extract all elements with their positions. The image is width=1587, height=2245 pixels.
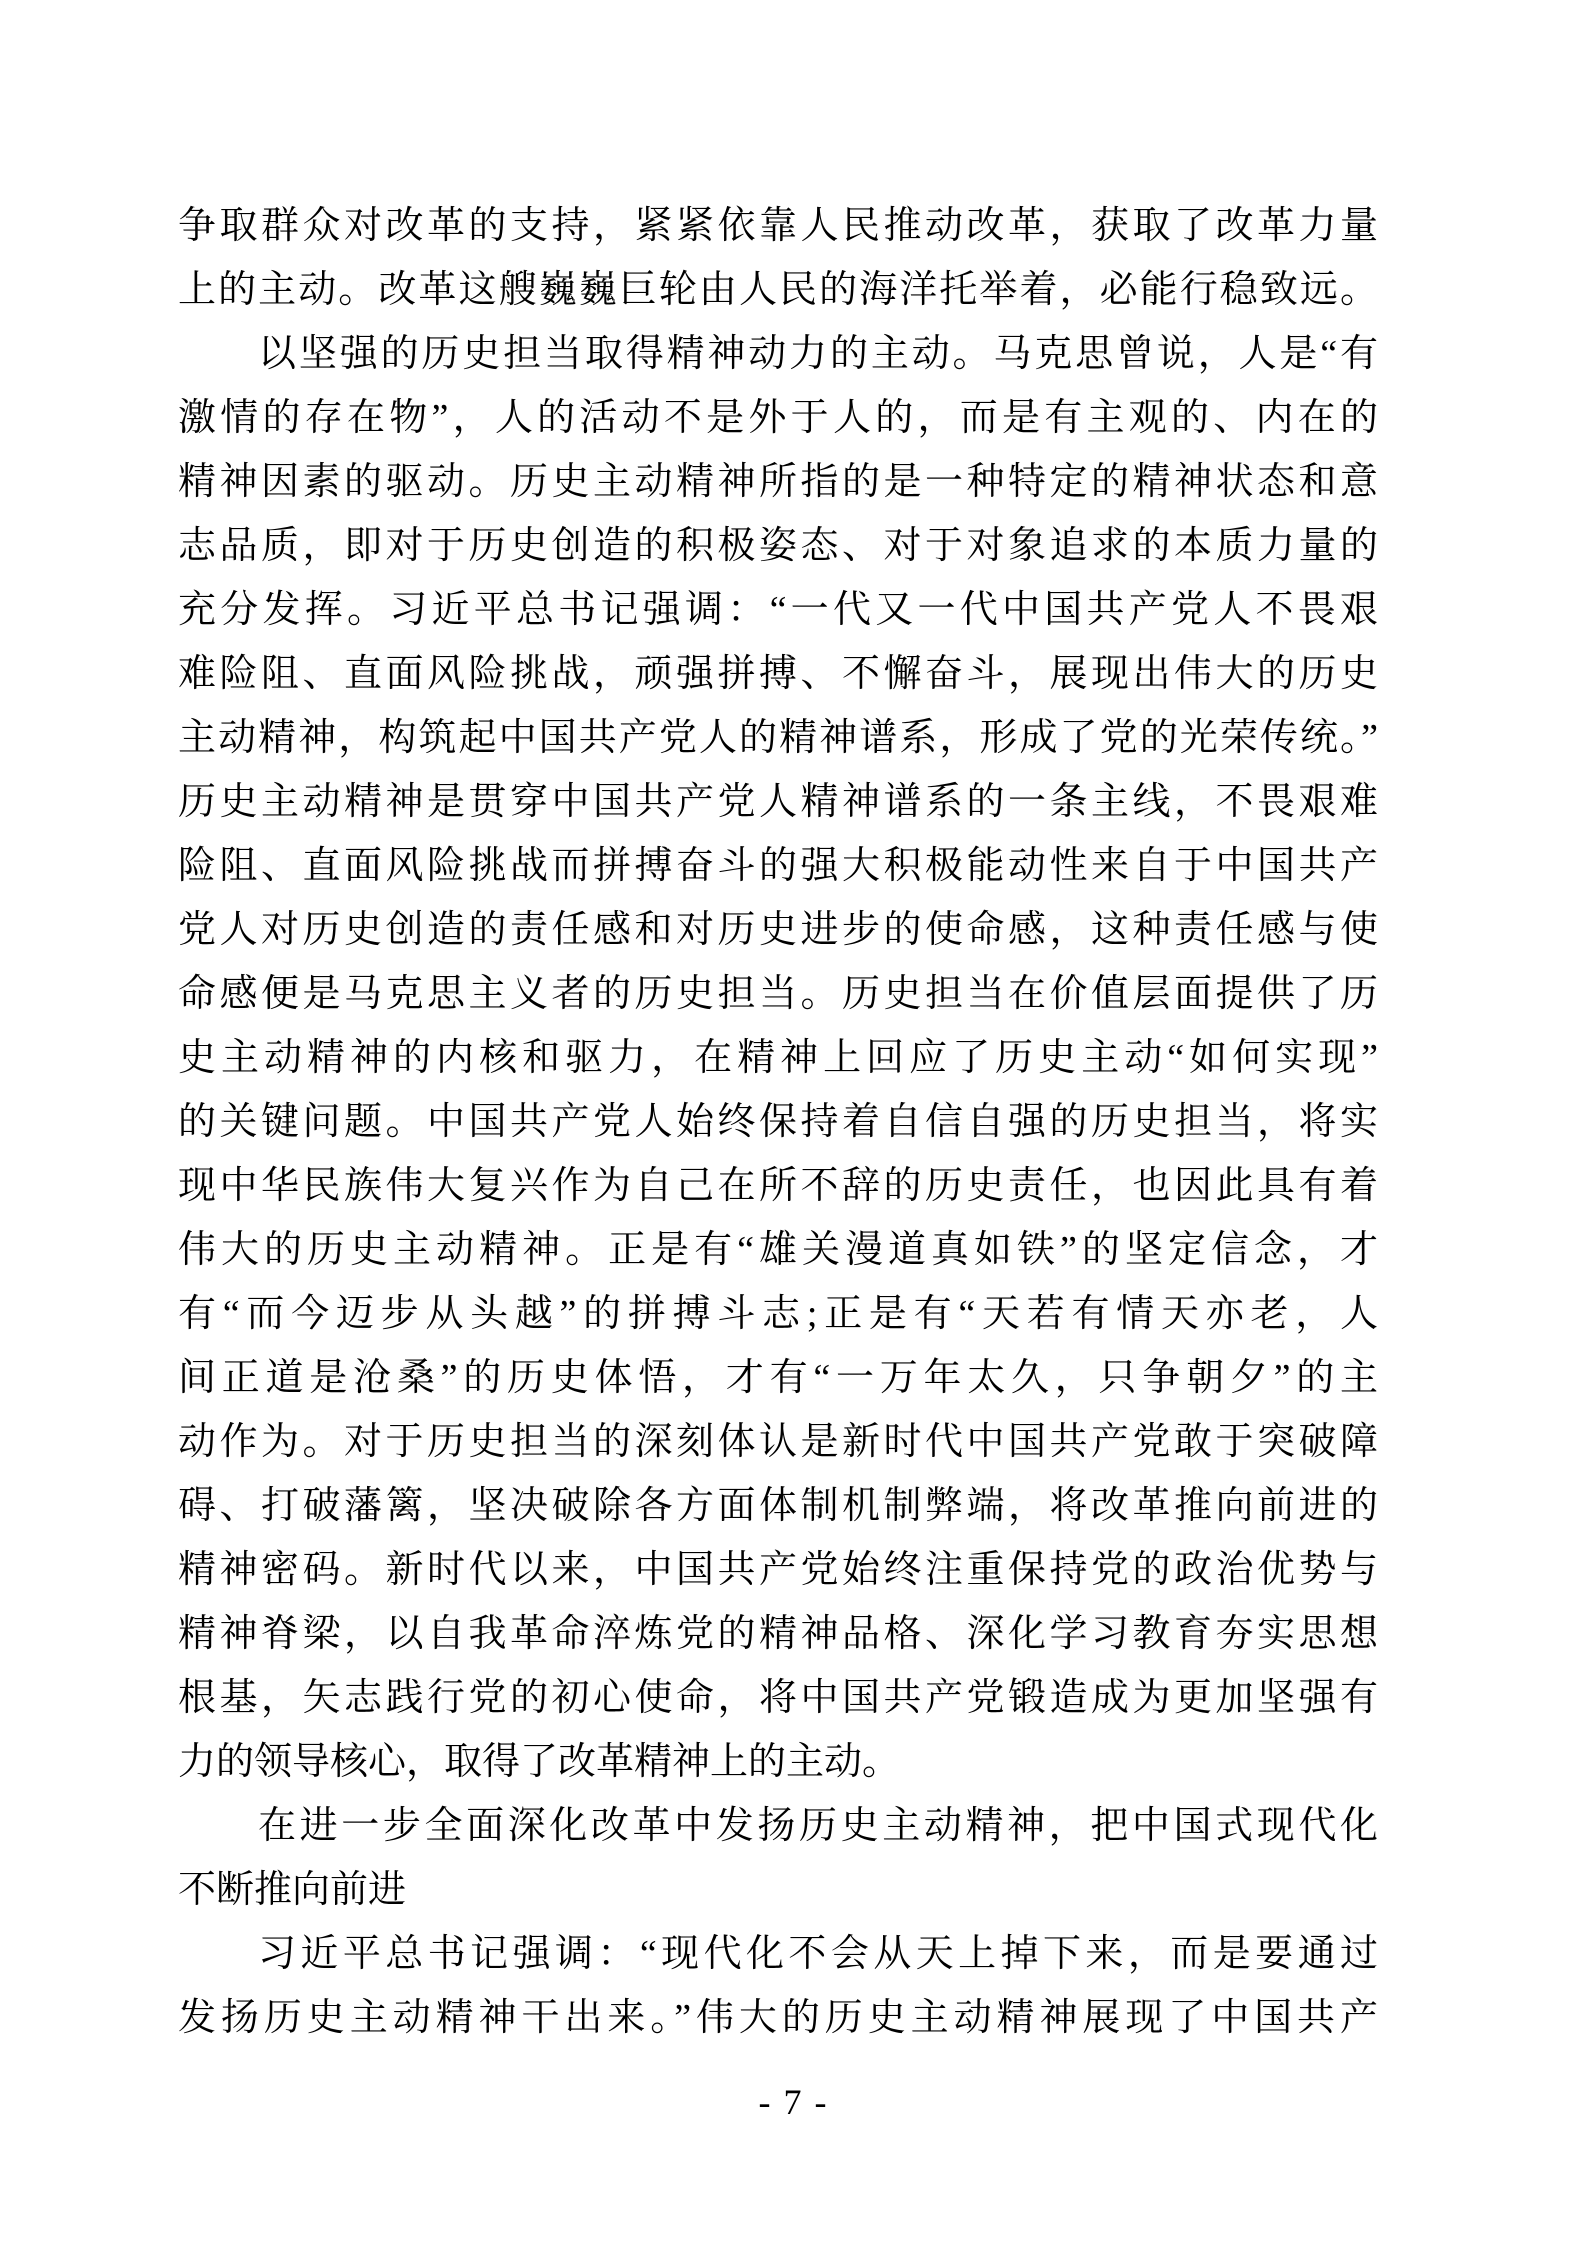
text-line: 志品质，即对于历史创造的积极姿态、对于对象追求的本质力量的 — [178, 525, 1378, 567]
text-line: 史主动精神的内核和驱力，在精神上回应了历史主动“如何实现” — [178, 1037, 1378, 1079]
text-line: 碍、打破藩篱，坚决破除各方面体制机制弊端，将改革推向前进的 — [178, 1485, 1378, 1527]
text-line: 激情的存在物”，人的活动不是外于人的，而是有主观的、内在的 — [178, 397, 1378, 439]
text-line: 精神因素的驱动。历史主动精神所指的是一种特定的精神状态和意 — [178, 461, 1378, 503]
text-line: 历史主动精神是贯穿中国共产党人精神谱系的一条主线，不畏艰难 — [178, 781, 1378, 823]
text-line: 命感便是马克思主义者的历史担当。历史担当在价值层面提供了历 — [178, 973, 1378, 1015]
text-line: 精神脊梁，以自我革命淬炼党的精神品格、深化学习教育夯实思想 — [178, 1613, 1378, 1655]
text-line: 力的领导核心，取得了改革精神上的主动。 — [178, 1741, 901, 1783]
text-line: 动作为。对于历史担当的深刻体认是新时代中国共产党敢于突破障 — [178, 1421, 1378, 1463]
page-number: - 7 - — [758, 2082, 829, 2122]
text-line: 上的主动。改革这艘巍巍巨轮由人民的海洋托举着，必能行稳致远。 — [178, 269, 1378, 311]
text-line: 险阻、直面风险挑战而拼搏奋斗的强大积极能动性来自于中国共产 — [178, 845, 1378, 887]
text-line: 发扬历史主动精神干出来。”伟大的历史主动精神展现了中国共产 — [178, 1997, 1378, 2039]
text-line: 充分发挥。习近平总书记强调：“一代又一代中国共产党人不畏艰 — [178, 589, 1378, 631]
text-line: 有“而今迈步从头越”的拼搏斗志;正是有“天若有情天亦老，人 — [178, 1293, 1378, 1335]
text-line: 党人对历史创造的责任感和对历史进步的使命感，这种责任感与使 — [178, 909, 1378, 951]
document-body — [178, 194, 1378, 2050]
text-line: 以坚强的历史担当取得精神动力的主动。马克思曾说，人是“有 — [258, 333, 1378, 375]
text-line: 的关键问题。中国共产党人始终保持着自信自强的历史担当，将实 — [178, 1101, 1378, 1143]
text-line: 间正道是沧桑”的历史体悟，才有“一万年太久，只争朝夕”的主 — [178, 1357, 1378, 1399]
text-line: 主动精神，构筑起中国共产党人的精神谱系，形成了党的光荣传统。” — [178, 717, 1378, 759]
text-line: 在进一步全面深化改革中发扬历史主动精神，把中国式现代化 — [258, 1805, 1378, 1847]
text-line: 争取群众对改革的支持，紧紧依靠人民推动改革，获取了改革力量 — [178, 205, 1378, 247]
text-line: 伟大的历史主动精神。正是有“雄关漫道真如铁”的坚定信念，才 — [178, 1229, 1378, 1271]
text-line: 习近平总书记强调：“现代化不会从天上掉下来，而是要通过 — [258, 1933, 1378, 1975]
text-line: 不断推向前进 — [178, 1869, 407, 1911]
text-line: 精神密码。新时代以来，中国共产党始终注重保持党的政治优势与 — [178, 1549, 1378, 1591]
text-line: 现中华民族伟大复兴作为自己在所不辞的历史责任，也因此具有着 — [178, 1165, 1378, 1207]
text-line: 难险阻、直面风险挑战，顽强拼搏、不懈奋斗，展现出伟大的历史 — [178, 653, 1378, 695]
text-line: 根基，矢志践行党的初心使命，将中国共产党锻造成为更加坚强有 — [178, 1677, 1378, 1719]
